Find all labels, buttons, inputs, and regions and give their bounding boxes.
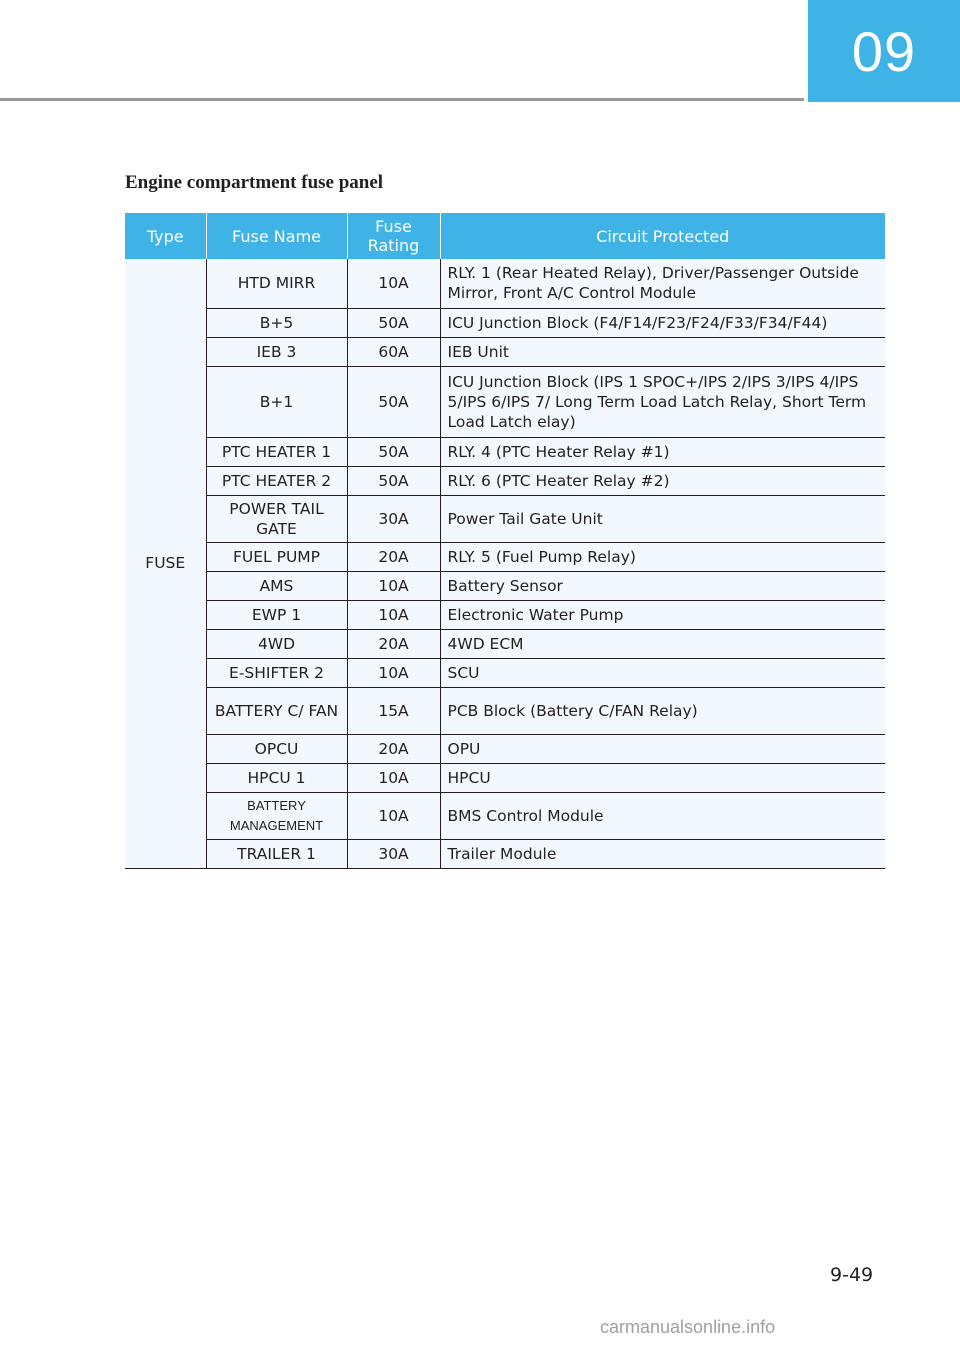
fuse-name-cell: FUEL PUMP bbox=[206, 542, 347, 571]
table-row bbox=[125, 366, 885, 437]
fuse-name-cell: EWP 1 bbox=[206, 600, 347, 629]
circuit-cell: Battery Sensor bbox=[440, 571, 885, 600]
table-row bbox=[125, 658, 885, 687]
fuse-rating-cell: 50A bbox=[347, 466, 440, 495]
table-row bbox=[125, 308, 885, 337]
fuse-rating-cell: 10A bbox=[347, 259, 440, 308]
table-row bbox=[125, 495, 885, 542]
circuit-cell: 4WD ECM bbox=[440, 629, 885, 658]
table-row bbox=[125, 437, 885, 466]
header-fuse-name: Fuse Name bbox=[206, 213, 347, 259]
header-rule bbox=[0, 98, 804, 101]
fuse-name-cell: B+5 bbox=[206, 308, 347, 337]
table-row bbox=[125, 792, 885, 839]
circuit-cell: ICU Junction Block (F4/F14/F23/F24/F33/F34/F44) bbox=[440, 308, 885, 337]
fuse-rating-cell: 20A bbox=[347, 629, 440, 658]
fuse-name-cell: PTC HEATER 1 bbox=[206, 437, 347, 466]
fuse-rating-cell: 10A bbox=[347, 658, 440, 687]
circuit-cell: ICU Junction Block (IPS 1 SPOC+/IPS 2/IPS 3/IPS 4/IPS 5/IPS 6/IPS 7/ Long Term Load Latch Relay, Short Term Load Latch elay) bbox=[440, 366, 885, 437]
table-row bbox=[125, 839, 885, 868]
fuse-rating-cell: 30A bbox=[347, 495, 440, 542]
circuit-cell: SCU bbox=[440, 658, 885, 687]
fuse-name-cell: 4WD bbox=[206, 629, 347, 658]
fuse-table bbox=[125, 213, 885, 869]
fuse-name-cell: B+1 bbox=[206, 366, 347, 437]
circuit-cell: RLY. 6 (PTC Heater Relay #2) bbox=[440, 466, 885, 495]
fuse-rating-cell: 30A bbox=[347, 839, 440, 868]
fuse-rating-cell: 10A bbox=[347, 600, 440, 629]
fuse-rating-cell: 10A bbox=[347, 792, 440, 839]
circuit-cell: PCB Block (Battery C/FAN Relay) bbox=[440, 687, 885, 734]
fuse-rating-cell: 20A bbox=[347, 542, 440, 571]
fuse-name-cell: E-SHIFTER 2 bbox=[206, 658, 347, 687]
fuse-name-cell: TRAILER 1 bbox=[206, 839, 347, 868]
table-row bbox=[125, 571, 885, 600]
circuit-cell: Trailer Module bbox=[440, 839, 885, 868]
fuse-rating-cell: 10A bbox=[347, 571, 440, 600]
table-row bbox=[125, 763, 885, 792]
table-row bbox=[125, 687, 885, 734]
type-cell: FUSE bbox=[125, 259, 206, 868]
header-type: Type bbox=[125, 213, 206, 259]
page-number: 9-49 bbox=[830, 1264, 874, 1286]
fuse-name-cell: IEB 3 bbox=[206, 337, 347, 366]
header-fuse-rating: Fuse Rating bbox=[347, 213, 440, 259]
fuse-name-cell: AMS bbox=[206, 571, 347, 600]
table-row bbox=[125, 629, 885, 658]
table-row bbox=[125, 734, 885, 763]
fuse-name-cell: POWER TAIL GATE bbox=[206, 495, 347, 542]
circuit-cell: IEB Unit bbox=[440, 337, 885, 366]
fuse-rating-cell: 10A bbox=[347, 763, 440, 792]
fuse-name-cell: PTC HEATER 2 bbox=[206, 466, 347, 495]
table-row bbox=[125, 600, 885, 629]
circuit-cell: RLY. 1 (Rear Heated Relay), Driver/Passenger Outside Mirror, Front A/C Control Module bbox=[440, 259, 885, 308]
circuit-cell: Power Tail Gate Unit bbox=[440, 495, 885, 542]
fuse-rating-cell: 20A bbox=[347, 734, 440, 763]
fuse-rating-cell: 50A bbox=[347, 308, 440, 337]
table-row bbox=[125, 259, 885, 308]
watermark: carmanualsonline.info bbox=[600, 1317, 776, 1337]
circuit-cell: RLY. 4 (PTC Heater Relay #1) bbox=[440, 437, 885, 466]
fuse-name-cell: BATTERY C/ FAN bbox=[206, 687, 347, 734]
fuse-name-cell: BATTERY MANAGEMENT bbox=[206, 792, 347, 839]
table-row bbox=[125, 542, 885, 571]
fuse-rating-cell: 15A bbox=[347, 687, 440, 734]
table-row bbox=[125, 337, 885, 366]
circuit-cell: HPCU bbox=[440, 763, 885, 792]
fuse-rating-cell: 50A bbox=[347, 366, 440, 437]
header-circuit-protected: Circuit Protected bbox=[440, 213, 885, 259]
section-title: Engine compartment fuse panel bbox=[125, 172, 384, 193]
fuse-name-cell: HTD MIRR bbox=[206, 259, 347, 308]
chapter-tab: 09 bbox=[808, 0, 960, 102]
circuit-cell: BMS Control Module bbox=[440, 792, 885, 839]
fuse-rating-cell: 50A bbox=[347, 437, 440, 466]
circuit-cell: Electronic Water Pump bbox=[440, 600, 885, 629]
table-row bbox=[125, 466, 885, 495]
circuit-cell: OPU bbox=[440, 734, 885, 763]
fuse-name-cell: HPCU 1 bbox=[206, 763, 347, 792]
circuit-cell: RLY. 5 (Fuel Pump Relay) bbox=[440, 542, 885, 571]
table-header-row bbox=[125, 213, 885, 259]
fuse-name-cell: OPCU bbox=[206, 734, 347, 763]
fuse-rating-cell: 60A bbox=[347, 337, 440, 366]
